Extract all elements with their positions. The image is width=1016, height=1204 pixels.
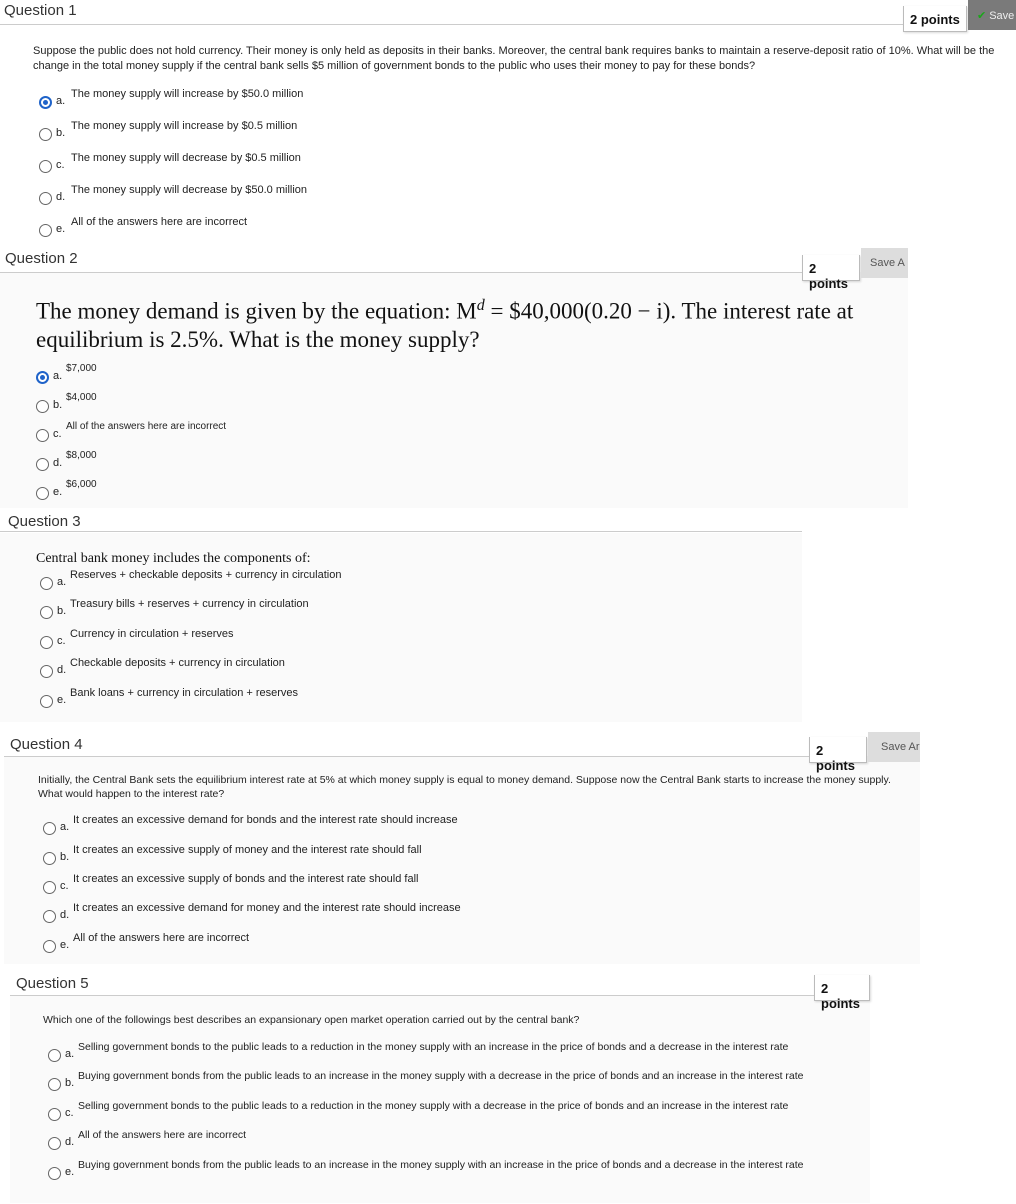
- radio-selected[interactable]: [36, 371, 49, 384]
- question-title: Question 1: [4, 2, 77, 19]
- radio[interactable]: [40, 636, 53, 649]
- radio[interactable]: [39, 128, 52, 141]
- radio[interactable]: [36, 487, 49, 500]
- save-label: Save: [989, 10, 1015, 22]
- question-1: Question 1 2 points ✔ Save Suppose the public does not hold currency. Their money is only held as deposits in their banks. Moreover, the central bank requires banks to maintain a reserve-deposit ratio of 10%. What will be the change in the total money supply if the central bank sells $5 million of government bonds to the public who uses their money to pay for these bonds? a. The money supply will increase by $50.0 million b. The money supply will increase by $0.5 million c. The money supply will decrease by $0.5 million d. The money supply will decrease by $50.0 million e. All of the answers here are incorrect: [0, 0, 1016, 245]
- question-prompt: Initially, the Central Bank sets the equilibrium interest rate at 5% at which money supply is equal to money demand. Suppose now the Central Bank starts to increase the money supply. What would happen to the interest rate?: [38, 774, 891, 800]
- save-label: Save A: [870, 257, 905, 269]
- save-answer-button[interactable]: [861, 248, 908, 278]
- radio[interactable]: [43, 881, 56, 894]
- question-4: Question 4 2 points Save Ar Initially, the Central Bank sets the equilibrium interest rate at 5% at which money supply is equal to money demand. Suppose now the Central Bank starts to increase the money supply. What would happen to the interest rate? a. It creates an excessive demand for bonds and the interest rate should increase b. It creates an excessive supply of money and the interest rate should fall c. It creates an excessive supply of bonds and the interest rate should fall d. It creates an excessive demand for money and the interest rate should increase e. All of the answers here are incorrect: [0, 732, 922, 965]
- radio[interactable]: [39, 224, 52, 237]
- radio[interactable]: [48, 1078, 61, 1091]
- points-badge: 2 points: [903, 6, 967, 32]
- question-header: [4, 732, 812, 757]
- question-header: [0, 511, 802, 532]
- question-5: Question 5 2 points Which one of the followings best describes an expansionary open market operation carried out by the central bank? a. Selling government bonds to the public leads to a reduction in the money supply with an increase in the price of bonds and a decrease in the interest rate b. Buying government bonds from the public leads to an increase in the money supply with a decrease in the price of bonds and an increase in the interest rate c. Selling government bonds to the public leads to a reduction in the money supply with a decrease in the price of bonds and an increase in the interest rate d. All of the answers here are incorrect e. Buying government bonds from the public leads to an increase in the money supply with an increase in the price of bonds and a decrease in the interest rate: [0, 971, 1016, 1204]
- question-header: [0, 0, 905, 25]
- radio[interactable]: [43, 852, 56, 865]
- radio[interactable]: [43, 910, 56, 923]
- question-body: [10, 995, 870, 1203]
- checkmark-icon: ✔: [977, 10, 987, 22]
- radio[interactable]: [48, 1049, 61, 1062]
- question-header: [10, 971, 816, 996]
- radio[interactable]: [39, 160, 52, 173]
- question-title: Question 4: [10, 736, 83, 753]
- question-prompt: The money demand is given by the equation: $M^d$ = $40,000(0.20 − i). The interest rate at equilibrium is 2.5%. What is the money supply?: [36, 297, 854, 352]
- save-answer-button[interactable]: [968, 0, 1016, 30]
- question-2: Question 2 2 points Save A The money demand is given by the equation: $M^d$ = $40,000(0.20 − i). The interest rate at equilibrium is 2.5%. What is the money supply? a. $7,000 b. $4,000 c. All of the answers here are incorrect d. $8,000 e. $6,000: [0, 248, 910, 510]
- points-badge: 2 points: [802, 255, 860, 281]
- radio[interactable]: [36, 458, 49, 471]
- question-3: Question 3 Central bank money includes the components of: a. Reserves + checkable deposits + currency in circulation b. Treasury bills + reserves + currency in circulation c. Currency in circulation + reserves d. Checkable deposits + currency in circulation e. Bank loans + currency in circulation + reserves: [0, 511, 805, 723]
- question-prompt: Suppose the public does not hold currency. Their money is only held as deposits in their banks. Moreover, the central bank requires banks to maintain a reserve-deposit ratio of 10%. What will be the change in the total money supply if the central bank sells $5 million of government bonds to the public who uses their money to pay for these bonds?: [33, 45, 995, 72]
- question-title: Question 2: [5, 250, 78, 267]
- radio[interactable]: [43, 940, 56, 953]
- question-title: Question 3: [8, 513, 81, 530]
- save-answer-button[interactable]: [868, 732, 920, 762]
- points-badge: 2 points: [814, 975, 870, 1001]
- radio[interactable]: [40, 606, 53, 619]
- question-title: Question 5: [16, 975, 89, 992]
- radio[interactable]: [48, 1108, 61, 1121]
- radio[interactable]: [40, 695, 53, 708]
- radio-selected[interactable]: [39, 96, 52, 109]
- radio[interactable]: [48, 1137, 61, 1150]
- question-header: [0, 248, 805, 273]
- save-label: Save Ar: [881, 741, 920, 753]
- question-prompt: Central bank money includes the components of:: [36, 551, 311, 566]
- points-badge: 2 points: [809, 737, 867, 763]
- radio[interactable]: [36, 429, 49, 442]
- radio[interactable]: [39, 192, 52, 205]
- radio[interactable]: [40, 577, 53, 590]
- radio[interactable]: [40, 665, 53, 678]
- radio[interactable]: [43, 822, 56, 835]
- radio[interactable]: [48, 1167, 61, 1180]
- radio[interactable]: [36, 400, 49, 413]
- question-prompt: Which one of the followings best describes an expansionary open market operation carried out by the central bank?: [43, 1014, 580, 1026]
